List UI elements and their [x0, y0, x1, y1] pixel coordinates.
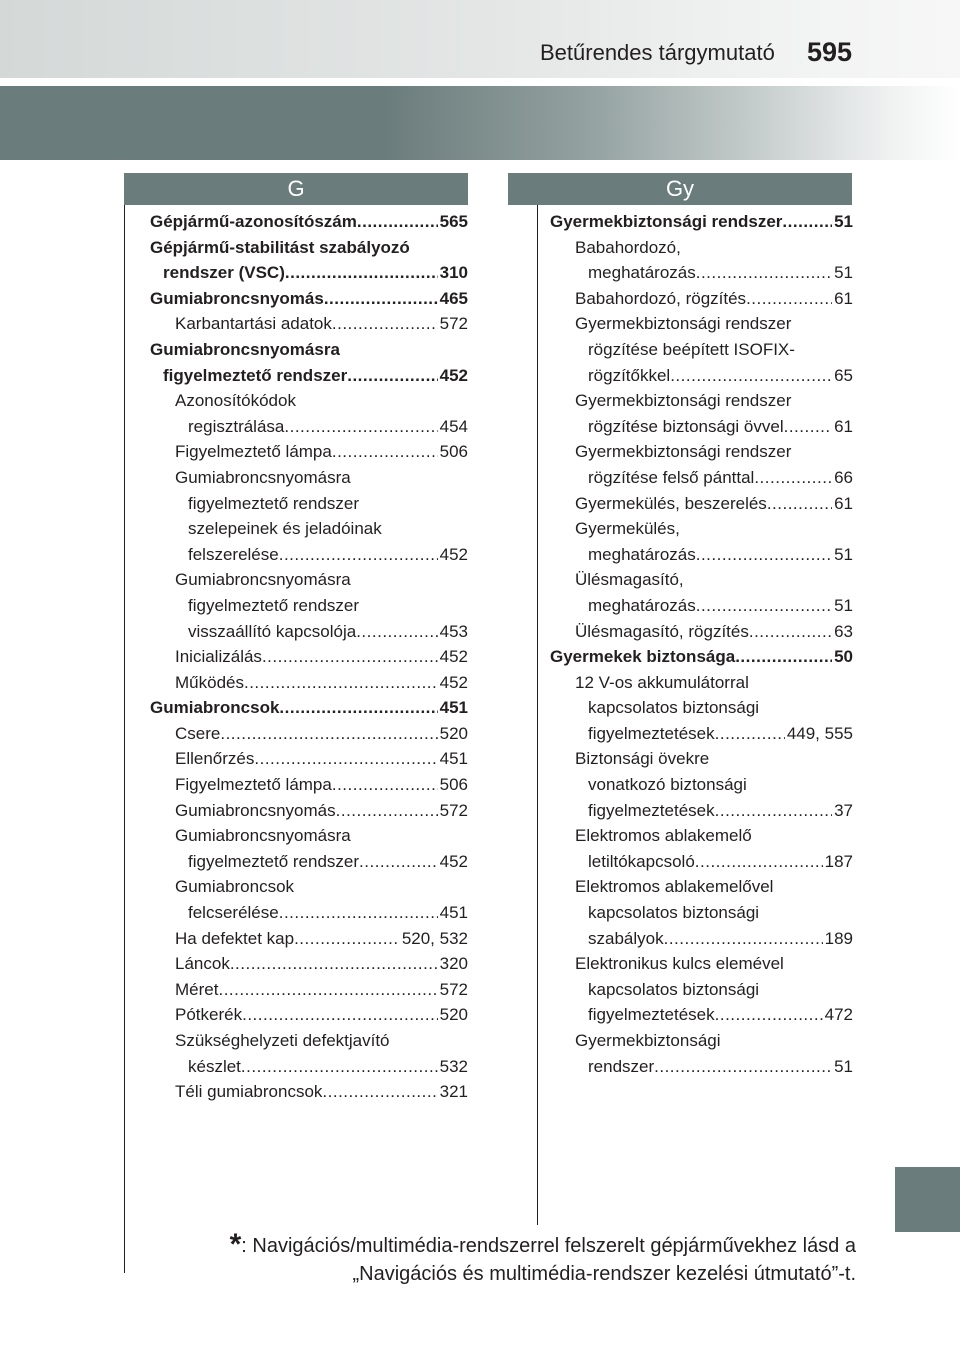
index-page-ref: 51 — [834, 263, 853, 283]
dot-leader — [279, 695, 437, 721]
index-page-ref: 565 — [439, 212, 468, 231]
index-entry — [150, 465, 468, 567]
index-page-ref: 51 — [834, 212, 853, 231]
dot-leader — [696, 593, 832, 619]
index-entry-text: Gépjármű-stabilitást szabályozó — [150, 237, 410, 257]
index-entry-text: Gumiabroncsnyomás — [150, 288, 324, 308]
index-entry-text: Babahordozó, — [575, 237, 681, 257]
index-entry — [150, 823, 468, 874]
dot-leader — [356, 619, 437, 645]
footnote — [152, 1228, 856, 1288]
index-entry-text: Inicializálás — [175, 647, 262, 667]
index-page-ref: 472 — [824, 1005, 853, 1025]
index-entry-text: Gumiabroncsnyomás — [175, 800, 336, 820]
index-page-ref: 63 — [834, 621, 853, 641]
index-page-ref: 310 — [439, 263, 468, 283]
dot-leader — [664, 926, 823, 952]
index-page-ref: 452 — [439, 851, 468, 871]
index-entry-text: figyelmeztetések — [588, 723, 715, 743]
index-page-ref: 320 — [439, 954, 468, 974]
center-column-rule — [537, 205, 538, 1225]
thumb-index-tab — [895, 1167, 960, 1232]
index-page-ref: 321 — [439, 1082, 468, 1102]
index-page-ref: 520 — [439, 1005, 468, 1025]
index-entry — [550, 951, 853, 1028]
index-entry-text: rögzítése biztonsági övvel — [588, 416, 784, 436]
index-entry-text: Gumiabroncsnyomásra — [175, 826, 351, 846]
index-entry — [550, 746, 853, 823]
index-column-right — [550, 209, 853, 1079]
index-entry — [550, 491, 853, 517]
footnote-line-2: „Navigációs és multimédia-rendszer kezelési útmutató”-t. — [352, 1263, 856, 1285]
index-entry — [550, 619, 853, 645]
index-entry-text: Csere — [175, 723, 221, 743]
index-page-ref: 465 — [439, 288, 468, 308]
index-entry — [150, 1028, 468, 1079]
index-entry — [550, 311, 853, 388]
index-entry — [550, 516, 853, 567]
index-entry-text: Szükséghelyzeti defektjavító — [175, 1031, 390, 1050]
index-entry-text: figyelmeztetések — [588, 800, 715, 820]
dot-leader — [696, 260, 832, 286]
index-entry-text: vonatkozó biztonsági — [588, 775, 747, 795]
index-entry — [150, 337, 468, 388]
index-entry — [150, 951, 468, 977]
index-entry-text: figyelmeztetések — [588, 1005, 715, 1025]
index-page-ref: 51 — [834, 595, 853, 615]
dot-leader — [670, 363, 832, 389]
dot-leader — [735, 644, 832, 670]
index-page-ref: 520, 532 — [401, 928, 468, 948]
index-entry-text: Pótkerék — [175, 1005, 243, 1025]
index-page-ref: 50 — [834, 647, 853, 667]
index-entry-text: Ülésmagasító, rögzítés — [575, 621, 749, 641]
index-page-ref: 572 — [439, 314, 468, 334]
index-entry-text: rendszer — [588, 1056, 655, 1076]
index-page-ref: 520 — [439, 723, 468, 743]
index-page-ref: 452 — [439, 365, 468, 385]
index-entry-text: Elektromos ablakemelővel — [575, 877, 774, 897]
index-entry — [550, 670, 853, 747]
index-entry-text: Elektronikus kulcs elemével — [575, 954, 784, 974]
header-title: Betűrendes tárgymutató — [540, 40, 775, 65]
index-entry-text: figyelmeztető rendszer — [188, 493, 360, 513]
index-entry-text: Gumiabroncsok — [150, 698, 280, 718]
dot-leader — [347, 363, 437, 389]
index-entry — [550, 644, 853, 670]
index-entry-text: Ülésmagasító, — [575, 570, 684, 590]
index-entry — [150, 772, 468, 798]
dot-leader — [715, 798, 832, 824]
footnote-star: * — [229, 1228, 242, 1261]
index-entry-text: Figyelmeztető lámpa — [175, 775, 332, 795]
dot-leader — [696, 542, 832, 568]
index-entry — [150, 926, 468, 952]
index-entry — [150, 1002, 468, 1028]
page-number: 595 — [807, 37, 853, 67]
dot-leader — [715, 721, 785, 747]
index-entry-text: Gyermekek biztonsága — [550, 647, 736, 667]
index-page-ref: 532 — [439, 1056, 468, 1076]
dot-leader — [654, 1054, 832, 1080]
index-page-ref: 449, 555 — [786, 723, 853, 743]
index-entry — [150, 1079, 468, 1105]
dot-leader — [767, 491, 832, 517]
dot-leader — [285, 260, 438, 286]
index-entry-text: készlet — [188, 1056, 241, 1076]
index-entry — [150, 388, 468, 439]
index-page-ref: 572 — [439, 979, 468, 999]
dot-leader — [322, 1079, 437, 1105]
dot-leader — [279, 542, 438, 568]
index-page-ref: 65 — [834, 365, 853, 385]
index-page-ref: 506 — [439, 775, 468, 795]
index-entry-text: figyelmeztető rendszer — [163, 365, 348, 385]
dot-leader — [784, 414, 832, 440]
index-entry-text: Elektromos ablakemelő — [575, 826, 752, 846]
index-entry-text: Téli gumiabroncsok — [175, 1082, 323, 1102]
index-page-ref: 187 — [824, 851, 853, 871]
index-entry-text: meghatározás — [588, 544, 696, 564]
dot-leader — [746, 286, 832, 312]
index-column-left — [150, 209, 468, 1105]
index-entry-text: Gumiabroncsnyomásra — [175, 467, 351, 487]
index-entry-text: Azonosítókódok — [175, 391, 296, 411]
index-entry-text: Méret — [175, 979, 219, 999]
index-entry — [150, 235, 468, 286]
index-entry-text: Ha defektet kap — [175, 928, 295, 948]
index-entry-text: Biztonsági övekre — [575, 749, 710, 769]
index-entry — [550, 874, 853, 951]
index-entry-text: Gyermekbiztonsági rendszer — [575, 391, 792, 411]
index-entry-text: Működés — [175, 672, 244, 692]
index-page-ref: 51 — [834, 544, 853, 564]
index-entry-text: rögzítése beépített ISOFIX- — [588, 339, 795, 359]
left-column-rule — [124, 205, 125, 1273]
index-entry-text: felcserélése — [188, 903, 279, 923]
index-entry-text: felszerelése — [188, 544, 279, 564]
index-entry-text: meghatározás — [588, 263, 696, 283]
index-entry-text: Gyermekbiztonsági rendszer — [575, 314, 792, 334]
index-entry — [150, 286, 468, 312]
index-entry — [550, 209, 853, 235]
index-entry-text: Ellenőrzés — [175, 749, 255, 769]
index-entry-text: Gumiabroncsnyomásra — [175, 570, 351, 590]
index-entry — [150, 977, 468, 1003]
index-entry — [150, 644, 468, 670]
dot-leader — [218, 977, 437, 1003]
index-page-ref: 452 — [439, 672, 468, 692]
index-entry-text: letiltókapcsoló — [588, 851, 695, 871]
index-entry-text: Karbantartási adatok — [175, 314, 332, 334]
index-page-ref: 506 — [439, 442, 468, 462]
index-entry-text: Figyelmeztető lámpa — [175, 442, 332, 462]
index-page-ref: 61 — [834, 288, 853, 308]
section-header-g: G — [124, 173, 468, 205]
index-entry — [550, 439, 853, 490]
index-page-ref: 451 — [439, 698, 468, 718]
index-page-ref: 572 — [439, 800, 468, 820]
index-entry-text: figyelmeztető rendszer — [188, 595, 360, 615]
index-entry — [150, 439, 468, 465]
dot-leader — [332, 772, 438, 798]
index-entry — [150, 721, 468, 747]
dot-leader — [715, 1002, 823, 1028]
index-page-ref: 37 — [834, 800, 853, 820]
index-entry-text: Gumiabroncsok — [175, 877, 295, 897]
index-entry — [150, 209, 468, 235]
index-page-ref: 451 — [439, 903, 468, 923]
index-entry — [150, 695, 468, 721]
index-page-ref: 61 — [834, 493, 853, 513]
dot-leader — [262, 644, 438, 670]
index-entry-text: rögzítése felső pánttal — [588, 467, 755, 487]
dot-leader — [749, 619, 832, 645]
index-entry — [150, 311, 468, 337]
index-page-ref: 189 — [824, 928, 853, 948]
index-entry-text: Gyermekülés, beszerelés — [575, 493, 767, 513]
dot-leader — [782, 209, 832, 235]
index-entry — [550, 823, 853, 874]
index-entry-text: figyelmeztető rendszer — [188, 851, 360, 871]
index-entry-text: Gumiabroncsnyomásra — [150, 339, 340, 359]
index-page-ref: 451 — [439, 749, 468, 769]
dot-leader — [332, 311, 438, 337]
index-page-ref: 61 — [834, 416, 853, 436]
index-entry-text: Gépjármű-azonosítószám — [150, 212, 357, 231]
dot-leader — [357, 209, 438, 235]
index-entry-text: Babahordozó, rögzítés — [575, 288, 747, 308]
index-entry — [150, 567, 468, 644]
index-entry-text: Gyermekbiztonsági — [575, 1031, 721, 1050]
index-entry-text: kapcsolatos biztonsági — [588, 698, 760, 718]
dot-leader — [754, 465, 832, 491]
dot-leader — [336, 798, 438, 824]
index-entry-text: rendszer (VSC) — [163, 263, 285, 283]
index-entry-text: szelepeinek és jeladóinak — [188, 519, 382, 539]
dot-leader — [324, 286, 438, 312]
index-entry-text: Gyermekbiztonsági rendszer — [550, 212, 783, 231]
index-entry — [150, 746, 468, 772]
index-entry — [550, 286, 853, 312]
index-page-ref: 452 — [439, 544, 468, 564]
dot-leader — [332, 439, 438, 465]
section-header-gy: Gy — [508, 173, 852, 205]
index-entry-text: kapcsolatos biztonsági — [588, 903, 760, 923]
dot-leader — [244, 670, 438, 696]
header-banner — [0, 86, 960, 160]
index-entry-text: Gyermekülés, — [575, 519, 680, 539]
index-entry-text: Gyermekbiztonsági rendszer — [575, 442, 792, 462]
index-page-ref: 453 — [439, 621, 468, 641]
index-entry — [150, 670, 468, 696]
index-entry — [550, 388, 853, 439]
dot-leader — [242, 1002, 438, 1028]
index-page-ref: 452 — [439, 647, 468, 667]
index-entry-text: meghatározás — [588, 595, 696, 615]
index-entry-text: visszaállító kapcsolója — [188, 621, 357, 641]
index-page-ref: 454 — [439, 416, 468, 436]
index-entry — [150, 798, 468, 824]
index-entry — [550, 567, 853, 618]
footnote-line-1: : Navigációs/multimédia-rendszerrel felszerelt gépjárművekhez lásd a — [241, 1235, 856, 1257]
index-entry-text: kapcsolatos biztonsági — [588, 979, 760, 999]
index-entry — [550, 1028, 853, 1079]
index-entry — [150, 874, 468, 925]
dot-leader — [284, 414, 437, 440]
dot-leader — [695, 849, 823, 875]
index-entry-text: 12 V-os akkumulátorral — [575, 672, 749, 692]
index-page-ref: 51 — [834, 1056, 853, 1076]
dot-leader — [294, 926, 400, 952]
dot-leader — [241, 1054, 438, 1080]
dot-leader — [220, 721, 437, 747]
dot-leader — [359, 849, 438, 875]
dot-leader — [254, 746, 437, 772]
dot-leader — [279, 900, 438, 926]
index-entry-text: regisztrálása — [188, 416, 285, 436]
index-entry — [550, 235, 853, 286]
index-entry-text: Láncok — [175, 954, 230, 974]
index-entry-text: rögzítőkkel — [588, 365, 671, 385]
index-entry-text: szabályok — [588, 928, 664, 948]
index-page-ref: 66 — [834, 467, 853, 487]
dot-leader — [230, 951, 438, 977]
